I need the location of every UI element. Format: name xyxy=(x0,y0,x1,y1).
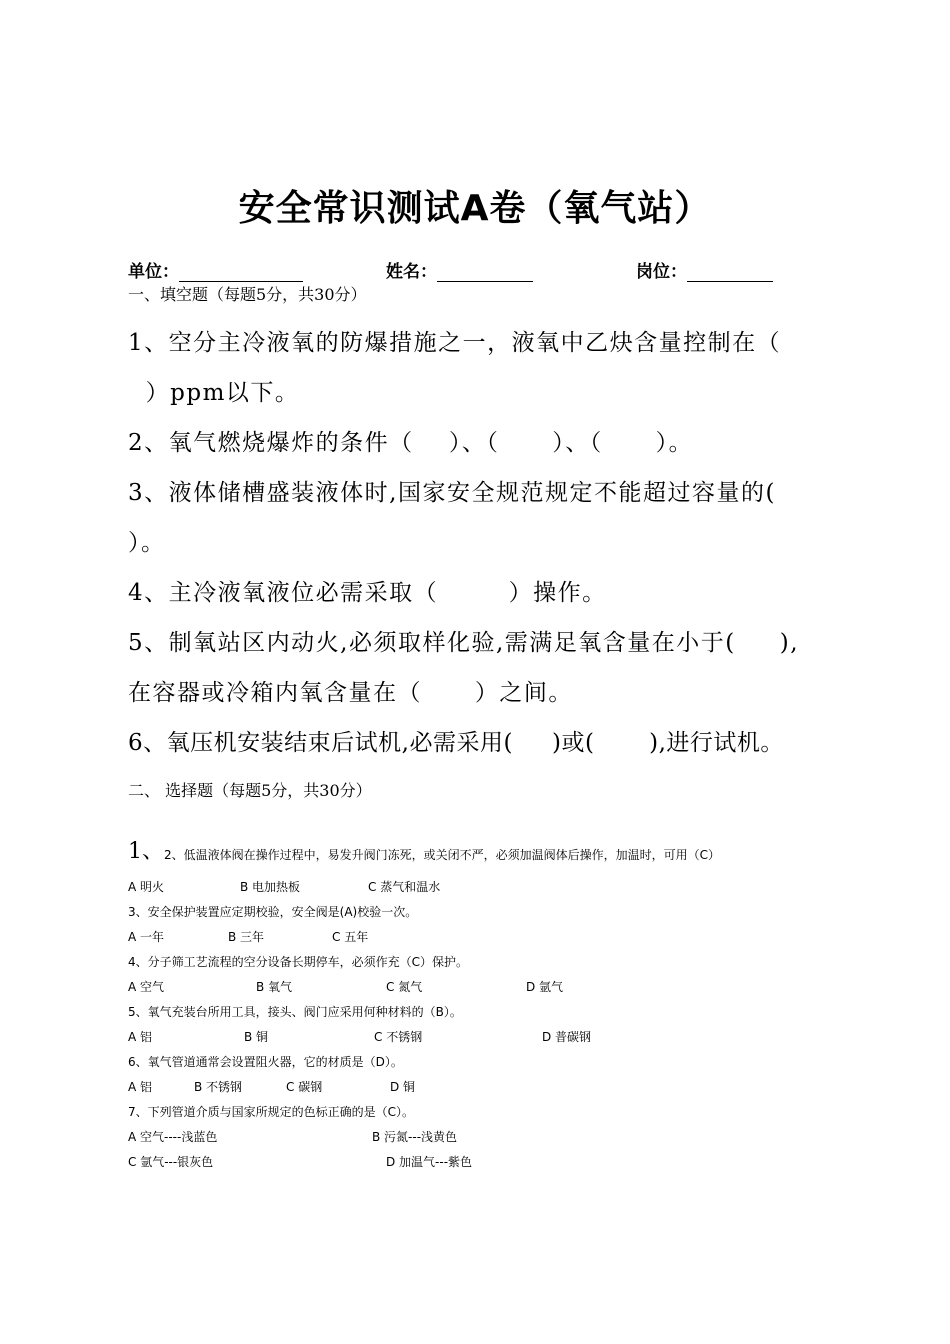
question-text: 7、下列管道介质与国家所规定的色标正确的是（C）。 xyxy=(128,1105,415,1119)
option: B 电加热板 xyxy=(240,880,301,894)
unit-blank xyxy=(179,265,303,282)
options-row xyxy=(0,1028,950,1044)
name-label: 姓名： xyxy=(386,262,437,282)
fill-question-line: ）ppm以下。 xyxy=(128,380,300,406)
page-title: 安全常识测试A卷（氧气站） xyxy=(238,188,712,229)
fill-question-line: 在容器或冷箱内氧含量在（ ）之间。 xyxy=(128,680,573,706)
option: C 氩气---银灰色 xyxy=(128,1155,214,1169)
post-blank xyxy=(687,265,773,282)
option: D 氩气 xyxy=(526,980,564,994)
option: A 一年 xyxy=(128,930,165,944)
section2-heading: 二、 选择题（每题5分，共30分） xyxy=(128,781,372,800)
question-text: 4、分子筛工艺流程的空分设备长期停车，必须作充（C）保护。 xyxy=(128,955,469,969)
unit-label: 单位： xyxy=(128,262,179,282)
option: C 蒸气和温水 xyxy=(368,880,441,894)
options-row xyxy=(0,928,950,944)
option: C 碳钢 xyxy=(286,1080,323,1094)
post-field xyxy=(636,257,773,282)
option: D 铜 xyxy=(390,1080,416,1094)
question-text: 5、氧气充装台所用工具，接头、阀门应采用何种材料的（B）。 xyxy=(128,1005,462,1019)
fill-question-line: 2、氧气燃烧爆炸的条件（ ）、（ ）、（ ）。 xyxy=(128,430,694,456)
name-blank xyxy=(437,265,533,282)
options-row xyxy=(0,1078,950,1094)
fill-question-line: 6、氧压机安装结束后试机,必需采用( )或( ),进行试机。 xyxy=(128,730,784,756)
option: A 明火 xyxy=(128,880,165,894)
unit-field xyxy=(128,257,303,282)
option: D 加温气---紫色 xyxy=(386,1155,473,1169)
fill-question-line: ）。 xyxy=(128,530,166,556)
options-row xyxy=(0,978,950,994)
q1-number: 1、 xyxy=(128,839,164,864)
section1-heading: 一、填空题（每题5分，共30分） xyxy=(128,285,367,304)
options-row xyxy=(0,1128,950,1144)
question-text: 2、低温液体阀在操作过程中，易发升阀门冻死，或关闭不严，必须加温阀体后操作，加温时，可用（C） xyxy=(164,848,721,862)
option: B 三年 xyxy=(228,930,265,944)
options-row xyxy=(0,1153,950,1169)
fill-question-line: 5、制氧站区内动火,必须取样化验,需满足氧含量在小于( ), xyxy=(128,630,800,656)
option: B 氧气 xyxy=(256,980,293,994)
option: C 不锈钢 xyxy=(374,1030,423,1044)
option: B 不锈钢 xyxy=(194,1080,243,1094)
name-field xyxy=(386,257,533,282)
option: A 空气----浅蓝色 xyxy=(128,1130,218,1144)
options-row xyxy=(0,878,950,894)
option: C 五年 xyxy=(332,930,369,944)
option: A 铝 xyxy=(128,1030,153,1044)
option: C 氮气 xyxy=(386,980,423,994)
option: B 铜 xyxy=(244,1030,269,1044)
question-text: 3、安全保护装置应定期校验，安全阀是(A)校验一次。 xyxy=(128,905,418,919)
fill-question-line: 3、液体储槽盛装液体时,国家安全规范规定不能超过容量的( xyxy=(128,480,776,506)
post-label: 岗位： xyxy=(636,262,687,282)
option: A 铝 xyxy=(128,1080,153,1094)
question-text: 6、氧气管道通常会设置阻火器，它的材质是（D）。 xyxy=(128,1055,403,1069)
fill-question-line: 1、空分主冷液氧的防爆措施之一，液氧中乙炔含量控制在（ xyxy=(128,330,782,356)
option: D 普碳钢 xyxy=(542,1030,592,1044)
option: A 空气 xyxy=(128,980,165,994)
option: B 污氮---浅黄色 xyxy=(372,1130,458,1144)
fill-question-line: 4、主冷液氧液位必需采取（ ）操作。 xyxy=(128,580,607,606)
